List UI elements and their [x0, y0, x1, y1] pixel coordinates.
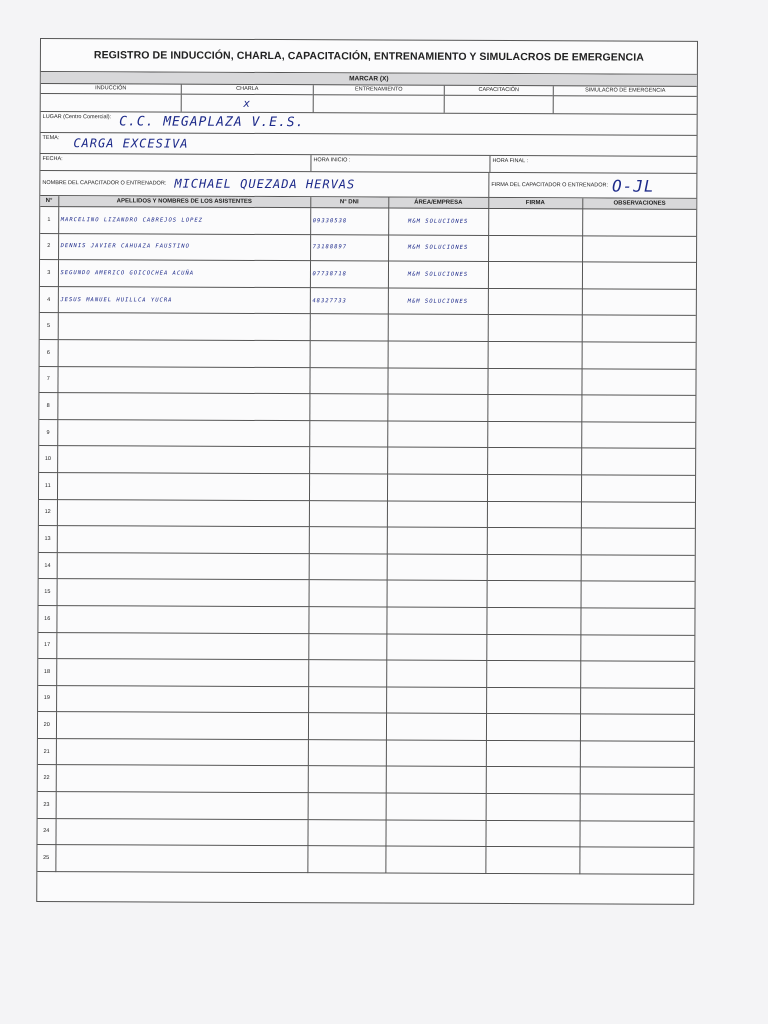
marcar-label: MARCAR (X): [41, 72, 697, 87]
area-cell[interactable]: [386, 607, 486, 634]
firma-cell[interactable]: [488, 315, 582, 342]
firma-cell[interactable]: [488, 208, 582, 235]
tema-row: [40, 133, 696, 157]
capacitador-label: NOMBRE DEL CAPACITADOR O ENTRENADOR:: [42, 180, 167, 187]
observaciones-cell[interactable]: [579, 821, 693, 848]
area-cell[interactable]: [388, 341, 488, 368]
hora-inicio-label: HORA INICIO :: [313, 157, 351, 164]
tema-field[interactable]: CARGA EXCESIVA: [73, 136, 189, 151]
table-row: [37, 845, 693, 874]
dni-cell[interactable]: [308, 793, 386, 820]
row-number: 2: [40, 233, 58, 260]
dni-cell[interactable]: [309, 580, 387, 607]
observaciones-cell[interactable]: [582, 315, 696, 342]
table-row: [40, 286, 696, 315]
observaciones-cell[interactable]: [581, 581, 695, 608]
option-capacitacion[interactable]: CAPACITACIÓN: [445, 86, 554, 113]
attendee-name-cell[interactable]: [56, 792, 308, 820]
attendee-name-cell[interactable]: SEGUNDO AMERICO GOICOCHEA ACUÑA: [58, 260, 310, 288]
attendance-form: [36, 38, 698, 905]
observaciones-cell[interactable]: [582, 342, 696, 369]
col-header-observaciones: OBSERVACIONES: [582, 198, 696, 209]
attendee-name-cell[interactable]: [55, 845, 307, 873]
row-number: 23: [38, 792, 56, 819]
firma-cell[interactable]: [487, 421, 581, 448]
row-number: 17: [38, 632, 56, 659]
dni-cell[interactable]: [309, 527, 387, 554]
attendee-name-cell[interactable]: [56, 738, 308, 766]
attendee-name-cell[interactable]: [56, 632, 308, 660]
area-cell[interactable]: [387, 474, 487, 501]
dni-cell[interactable]: [309, 447, 387, 474]
attendee-name-cell[interactable]: [56, 605, 308, 633]
row-number: 20: [38, 712, 56, 739]
observaciones-cell[interactable]: [581, 555, 695, 582]
option-charla[interactable]: CHARLA x: [182, 85, 314, 113]
row-number: 18: [38, 659, 56, 686]
table-row: [38, 685, 694, 714]
row-number: 14: [39, 552, 57, 579]
attendee-name-cell[interactable]: [57, 499, 309, 527]
table-row: [39, 393, 695, 422]
row-number: 8: [39, 393, 57, 420]
observaciones-cell[interactable]: [579, 847, 693, 874]
firma-cell[interactable]: [486, 661, 580, 688]
form-title: REGISTRO DE INDUCCIÓN, CHARLA, CAPACITACIÓN, ENTRENAMIENTO Y SIMULACROS DE EMERGENCIA: [41, 39, 697, 75]
row-number: 16: [38, 605, 56, 632]
table-row: [39, 579, 695, 608]
row-number: 7: [39, 366, 57, 393]
area-cell[interactable]: [387, 580, 487, 607]
fecha-label: FECHA:: [42, 156, 63, 163]
attendee-name-cell[interactable]: [57, 473, 309, 501]
observaciones-cell[interactable]: [582, 289, 696, 316]
dni-cell[interactable]: [309, 553, 387, 580]
observaciones-cell[interactable]: [581, 501, 695, 528]
table-row: [37, 818, 693, 847]
attendee-name-cell[interactable]: [55, 818, 307, 846]
lugar-label: LUGAR (Centro Comercial):: [42, 114, 112, 121]
firma-cell[interactable]: [486, 607, 580, 634]
observaciones-cell[interactable]: [580, 688, 694, 715]
row-number: 15: [39, 579, 57, 606]
table-row: [40, 339, 696, 368]
observaciones-cell[interactable]: [582, 235, 696, 262]
firma-cell[interactable]: [485, 847, 579, 874]
row-number: 9: [39, 419, 57, 446]
firma-cell[interactable]: [486, 634, 580, 661]
area-cell[interactable]: [386, 740, 486, 767]
dni-cell[interactable]: [309, 367, 387, 394]
observaciones-cell[interactable]: [581, 528, 695, 555]
attendee-name-cell[interactable]: [56, 659, 308, 687]
area-cell[interactable]: [386, 634, 486, 661]
col-header-num: N°: [40, 196, 58, 207]
area-cell[interactable]: [387, 368, 487, 395]
table-row: [39, 526, 695, 555]
firma-cell[interactable]: [486, 740, 580, 767]
firma-cell[interactable]: [486, 687, 580, 714]
dni-cell[interactable]: [308, 740, 386, 767]
firma-cell[interactable]: [487, 474, 581, 501]
firma-cell[interactable]: [488, 262, 582, 289]
attendees-table: [37, 196, 696, 875]
row-number: 22: [38, 765, 56, 792]
attendee-name-cell[interactable]: [57, 419, 309, 447]
area-cell[interactable]: [387, 527, 487, 554]
row-number: 6: [40, 339, 58, 366]
row-number: 24: [37, 818, 55, 845]
observaciones-cell[interactable]: [581, 422, 695, 449]
area-cell[interactable]: [385, 820, 485, 847]
dni-cell[interactable]: [308, 607, 386, 634]
dni-cell[interactable]: [308, 686, 386, 713]
table-row: [40, 313, 696, 342]
attendee-name-cell[interactable]: [57, 366, 309, 394]
table-row: [39, 472, 695, 501]
table-row: [38, 738, 694, 767]
observaciones-cell[interactable]: [582, 262, 696, 289]
firma-cell[interactable]: [487, 501, 581, 528]
table-row: [39, 446, 695, 475]
attendee-name-cell[interactable]: MARCELINO LIZANDRO CABREJOS LOPEZ: [58, 207, 310, 235]
observaciones-cell[interactable]: [580, 608, 694, 635]
observaciones-cell[interactable]: [580, 741, 694, 768]
observaciones-cell[interactable]: [581, 448, 695, 475]
dni-cell[interactable]: 07738718: [310, 261, 388, 288]
col-header-firma: FIRMA: [488, 198, 582, 209]
attendee-name-cell[interactable]: [58, 340, 310, 368]
area-cell[interactable]: M&M SOLUCIONES: [388, 288, 488, 315]
firma-capacitador-signature[interactable]: O-JL: [611, 175, 655, 196]
attendee-name-cell[interactable]: [56, 685, 308, 713]
row-number: 11: [39, 472, 57, 499]
option-induccion[interactable]: INDUCCIÓN: [41, 84, 182, 112]
col-header-dni: N° DNI: [310, 197, 388, 208]
attendee-name-cell[interactable]: [57, 446, 309, 474]
area-cell[interactable]: [386, 793, 486, 820]
area-cell[interactable]: [387, 501, 487, 528]
dni-cell[interactable]: [307, 819, 385, 846]
area-cell[interactable]: M&M SOLUCIONES: [388, 235, 488, 262]
dni-cell[interactable]: 73188897: [310, 234, 388, 261]
firma-cell[interactable]: [487, 448, 581, 475]
firma-cell[interactable]: [486, 714, 580, 741]
row-number: 5: [40, 313, 58, 340]
dni-cell[interactable]: [309, 474, 387, 501]
attendee-name-cell[interactable]: [58, 313, 310, 341]
observaciones-cell[interactable]: [582, 209, 696, 236]
area-cell[interactable]: M&M SOLUCIONES: [388, 208, 488, 235]
area-cell[interactable]: [386, 713, 486, 740]
dni-cell[interactable]: [308, 713, 386, 740]
observaciones-cell[interactable]: [581, 475, 695, 502]
lugar-field[interactable]: C.C. MEGAPLAZA V.E.S.: [119, 114, 305, 131]
table-row: [39, 366, 695, 395]
capacitador-row: [40, 171, 696, 199]
charla-mark: x: [243, 96, 252, 110]
row-number: 10: [39, 446, 57, 473]
firma-cell[interactable]: [487, 395, 581, 422]
firma-cell[interactable]: [488, 341, 582, 368]
table-row: [38, 632, 694, 661]
area-cell[interactable]: [387, 554, 487, 581]
row-number: 4: [40, 286, 58, 313]
table-row: [39, 499, 695, 528]
firma-cell[interactable]: [487, 368, 581, 395]
area-cell[interactable]: [387, 447, 487, 474]
attendee-name-cell[interactable]: [56, 712, 308, 740]
dni-cell[interactable]: [307, 846, 385, 873]
firma-cell[interactable]: [486, 767, 580, 794]
option-simulacro[interactable]: SIMULACRO DE EMERGENCIA: [554, 86, 697, 114]
row-number: 12: [39, 499, 57, 526]
firma-cell[interactable]: [485, 820, 579, 847]
firma-cell[interactable]: [487, 554, 581, 581]
dni-cell[interactable]: [308, 766, 386, 793]
area-cell[interactable]: [386, 766, 486, 793]
area-cell[interactable]: [387, 394, 487, 421]
row-number: 1: [40, 207, 58, 234]
attendee-name-cell[interactable]: JESUS MANUEL HUILLCA YUCRA: [58, 286, 310, 314]
area-cell[interactable]: [387, 421, 487, 448]
dni-cell[interactable]: [309, 420, 387, 447]
area-cell[interactable]: [386, 660, 486, 687]
table-row: [39, 552, 695, 581]
row-number: 25: [37, 845, 55, 872]
attendee-name-cell[interactable]: [57, 552, 309, 580]
row-number: 21: [38, 738, 56, 765]
dni-cell[interactable]: 48327733: [310, 287, 388, 314]
row-number: 19: [38, 685, 56, 712]
table-row: [38, 659, 694, 688]
dni-cell[interactable]: [308, 660, 386, 687]
observaciones-cell[interactable]: [580, 794, 694, 821]
table-row: [38, 765, 694, 794]
dni-cell[interactable]: [310, 341, 388, 368]
table-row: [39, 419, 695, 448]
table-row: [40, 207, 696, 236]
col-header-name: APELLIDOS Y NOMBRES DE LOS ASISTENTES: [58, 196, 310, 208]
attendee-name-cell[interactable]: DENNIS JAVIER CAHUAZA FAUSTINO: [58, 233, 310, 261]
table-row: [38, 605, 694, 634]
attendee-name-cell[interactable]: [57, 579, 309, 607]
table-row: [38, 792, 694, 821]
dni-cell[interactable]: [309, 394, 387, 421]
observaciones-cell[interactable]: [580, 714, 694, 741]
firma-capacitador-label: FIRMA DEL CAPACITADOR O ENTRENADOR:: [491, 181, 609, 189]
firma-cell[interactable]: [487, 528, 581, 555]
attendee-name-cell[interactable]: [56, 765, 308, 793]
observaciones-cell[interactable]: [581, 395, 695, 422]
firma-cell[interactable]: [488, 288, 582, 315]
col-header-area: ÁREA/EMPRESA: [388, 198, 488, 209]
firma-cell[interactable]: [488, 235, 582, 262]
tema-label: TEMA:: [42, 135, 60, 142]
area-cell[interactable]: M&M SOLUCIONES: [388, 261, 488, 288]
dni-cell[interactable]: [308, 633, 386, 660]
area-cell[interactable]: [385, 846, 485, 873]
table-row: [38, 712, 694, 741]
observaciones-cell[interactable]: [581, 368, 695, 395]
firma-cell[interactable]: [486, 794, 580, 821]
observaciones-cell[interactable]: [580, 634, 694, 661]
dni-cell[interactable]: [310, 314, 388, 341]
lugar-row: [41, 112, 697, 136]
table-row: [40, 233, 696, 262]
capacitador-name-field[interactable]: MICHAEL QUEZADA HERVAS: [174, 176, 356, 192]
dni-cell[interactable]: 09330538: [310, 208, 388, 235]
option-entrenamiento[interactable]: ENTRENAMIENTO: [314, 85, 445, 113]
area-cell[interactable]: [388, 314, 488, 341]
attendee-name-cell[interactable]: [57, 393, 309, 421]
table-row: [40, 260, 696, 289]
area-cell[interactable]: [386, 687, 486, 714]
hora-final-label: HORA FINAL :: [492, 157, 529, 165]
firma-cell[interactable]: [487, 581, 581, 608]
observaciones-cell[interactable]: [580, 767, 694, 794]
row-number: 13: [39, 526, 57, 553]
attendee-name-cell[interactable]: [57, 526, 309, 554]
row-number: 3: [40, 260, 58, 287]
activity-type-options: [41, 84, 697, 115]
dni-cell[interactable]: [309, 500, 387, 527]
observaciones-cell[interactable]: [580, 661, 694, 688]
